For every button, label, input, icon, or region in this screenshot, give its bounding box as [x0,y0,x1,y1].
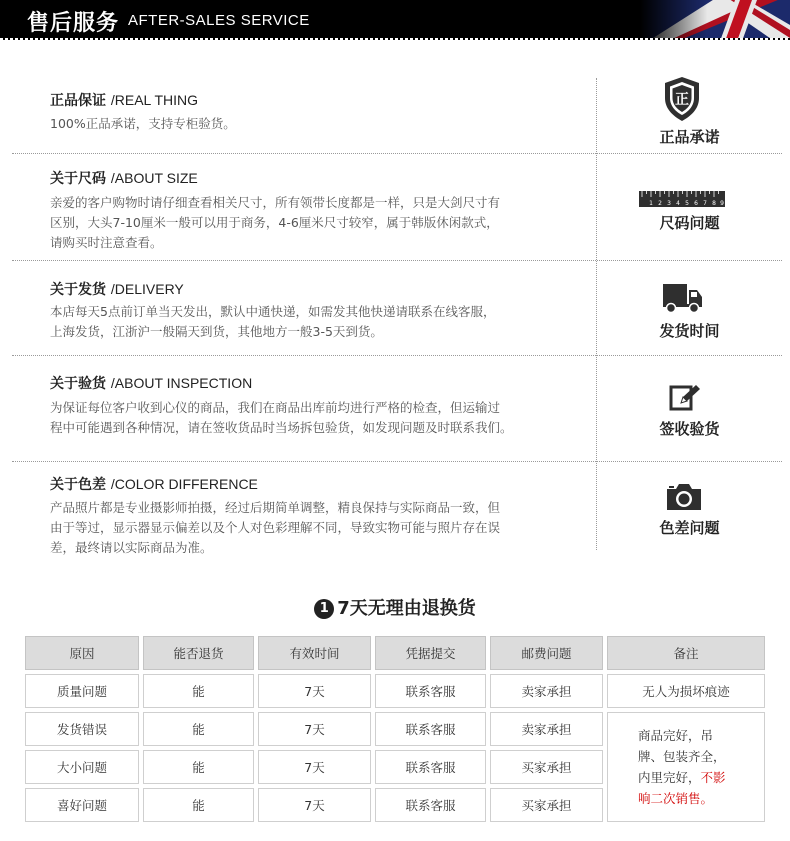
table-cell: 买家承担 [490,750,603,784]
header-dotted-border [0,38,790,40]
section-body-real-thing: 100%正品承诺，支持专柜验货。 [50,116,236,131]
section-divider [12,461,782,462]
table-cell: 联系客服 [375,750,486,784]
table-header-postage: 邮费问题 [490,636,603,670]
union-jack-flag-icon [640,0,790,40]
table-cell: 7天 [258,750,371,784]
side-badge-color-difference [597,478,782,544]
svg-text:7: 7 [703,200,707,207]
table-header-valid-time: 有效时间 [258,636,371,670]
svg-text:6: 6 [694,200,698,207]
truck-icon [663,282,703,314]
table-cell: 能 [143,750,254,784]
table-cell: 发货错误 [25,712,139,746]
table-cell: 喜好问题 [25,788,139,822]
section-body-inspection: 为保证每位客户收到心仪的商品，我们在商品出库前均进行严格的检查，但运输过 程中可能遇到各种情况，请在签收货品时当场拆包验货，如发现问题及时联系我们。 [50,400,513,435]
table-header-reason: 原因 [25,636,139,670]
table-header-remarks: 备注 [607,636,765,670]
svg-text:9: 9 [720,200,724,207]
svg-text:2: 2 [658,200,662,207]
section-title-real-thing: 正品保证 /REAL THING [50,92,199,109]
edit-icon [669,384,701,412]
table-cell: 卖家承担 [490,674,603,708]
svg-text:正: 正 [675,92,689,108]
side-label-real-thing: 正品承诺 [659,128,720,146]
shield-icon [663,76,701,122]
table-cell: 7天 [258,712,371,746]
side-label-inspection: 签收验货 [659,420,720,438]
section-title-inspection: 关于验货 /ABOUT INSPECTION [50,375,253,392]
table-cell: 大小问题 [25,750,139,784]
section-title-delivery: 关于发货 /DELIVERY [50,281,184,298]
return-policy-title: 1 7天无理由退换货 [0,594,790,620]
header-title-en: AFTER-SALES SERVICE [128,12,310,29]
table-cell: 7天 [258,788,371,822]
section-divider [12,355,782,356]
camera-icon [665,482,703,512]
svg-text:4: 4 [676,200,680,207]
section-body-color-difference: 产品照片都是专业摄影师拍摄，经过后期简单调整，精良保持与实际商品一致，但 由于等过，显示器显示偏差以及个人对色彩理解不同，导致实物可能与照片存在误 差，最终请以实际商品为准。 [50,500,501,555]
table-header-returnable: 能否退货 [143,636,254,670]
table-cell: 联系客服 [375,712,486,746]
side-badge-inspection [597,380,782,446]
table-cell: 能 [143,712,254,746]
header-bar [0,0,790,40]
table-cell: 买家承担 [490,788,603,822]
section-divider [12,260,782,261]
ruler-icon [639,191,725,207]
table-cell: 质量问题 [25,674,139,708]
side-label-delivery: 发货时间 [659,322,720,340]
table-header-evidence: 凭据提交 [375,636,486,670]
table-cell: 能 [143,674,254,708]
svg-text:5: 5 [685,200,689,207]
table-cell: 7天 [258,674,371,708]
side-label-size: 尺码问题 [659,214,720,232]
table-cell: 联系客服 [375,788,486,822]
table-cell-merged-note: 商品完好，吊牌、包装齐全，内里完好，不影响二次销售。 [607,712,765,822]
section-body-size: 亲爱的客户购物时请仔细查看相关尺寸，所有领带长度都是一样，只是大剑尺寸有 区别，大头7-10厘米一般可以用于商务，4-6厘米尺寸较窄，属于韩版休闲款式， 请购买时注意查看。 [50,195,501,250]
section-title-size: 关于尺码 /ABOUT SIZE [50,170,198,187]
section-body-delivery: 本店每天5点前订单当天发出，默认中通快递，如需发其他快递请联系在线客服， 上海发货，江浙沪一般隔天到货，其他地方一般3-5天到货。 [50,304,496,339]
header-title-cn: 售后服务 [27,11,120,36]
table-cell-note: 无人为损坏痕迹 [607,674,765,708]
svg-text:8: 8 [712,200,716,207]
table-cell: 能 [143,788,254,822]
table-cell: 联系客服 [375,674,486,708]
warning-text: 不影响二次销售。 [638,770,726,806]
side-badge-size [597,185,782,245]
svg-text:1: 1 [649,200,653,207]
side-label-color-difference: 色差问题 [659,519,720,537]
side-badge-real-thing [597,74,782,154]
table-cell: 卖家承担 [490,712,603,746]
number-badge: 1 [314,599,334,619]
svg-text:3: 3 [667,200,671,207]
section-title-color-difference: 关于色差 /COLOR DIFFERENCE [50,476,258,493]
side-badge-delivery [597,278,782,344]
